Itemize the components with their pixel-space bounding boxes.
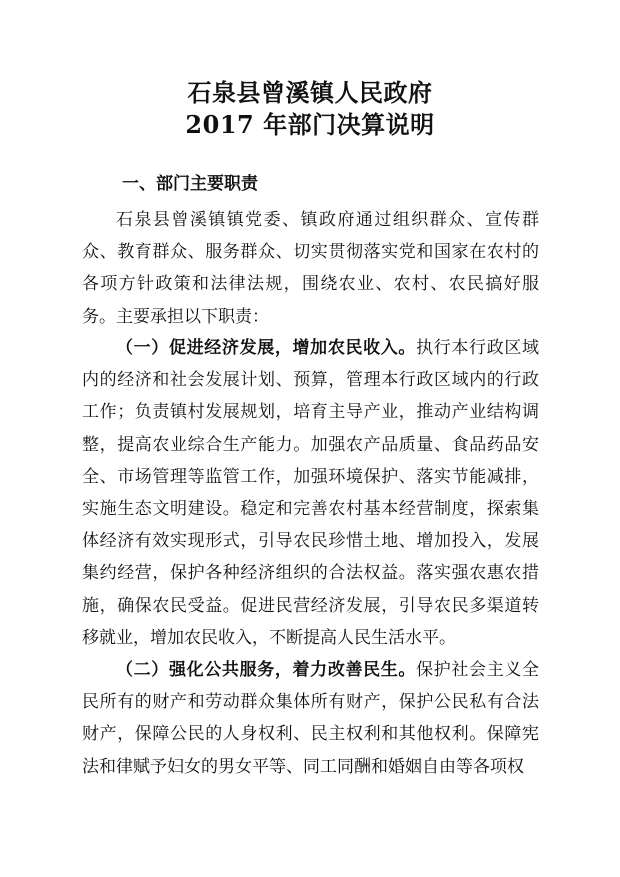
duty-item-1-body: 执行本行政区域内的经济和社会发展计划、预算，管理本行政区域内的行政工作；负责镇村发展规划，培育主导产业，推动产业结构调整，提高农业综合生产能力。加强农产品质量、食品药品安全、市场管理等监管工作，加强环境保护、落实节能减排，实施生态文明建设。稳定和完善农村基本经营制度，探索集体经济有效实现形式，引导农民珍惜土地、增加投入，发展集约经营，保护各种经济组织的合法权益。落实强农惠农措施，确保农民受益。促进民营经济发展，引导农民多渠道转移就业，增加农民收入，不断提高人民生活水平。 — [82, 338, 540, 648]
duty-item-1-heading: （一）促进经济发展，增加农民收入。 — [116, 338, 417, 358]
duty-item-2-heading: （二）强化公共服务，着力改善民生。 — [116, 660, 417, 680]
section-heading: 一、部门主要职责 — [122, 174, 258, 194]
document-title-line2: 2017 年部门决算说明 — [185, 110, 435, 139]
duty-item-2-body: 保护社会主义全民所有的财产和劳动群众集体所有财产，保护公民私有合法财产，保障公民的人身权利、民主权利和其他权利。保障宪法和律赋予妇女的男女平等、同工同酬和婚姻自由等各项权 — [82, 660, 540, 777]
intro-paragraph — [82, 204, 539, 333]
duty-item-2 — [82, 654, 539, 783]
document-title-line1: 石泉县曾溪镇人民政府 — [187, 78, 433, 107]
duty-item-1 — [82, 332, 539, 654]
intro-paragraph-text: 石泉县曾溪镇镇党委、镇政府通过组织群众、宣传群众、教育群众、服务群众、切实贯彻落实党和国家在农村的各项方针政策和法律法规，围绕农业、农村、农民搞好服务。主要承担以下职责： — [82, 210, 539, 327]
